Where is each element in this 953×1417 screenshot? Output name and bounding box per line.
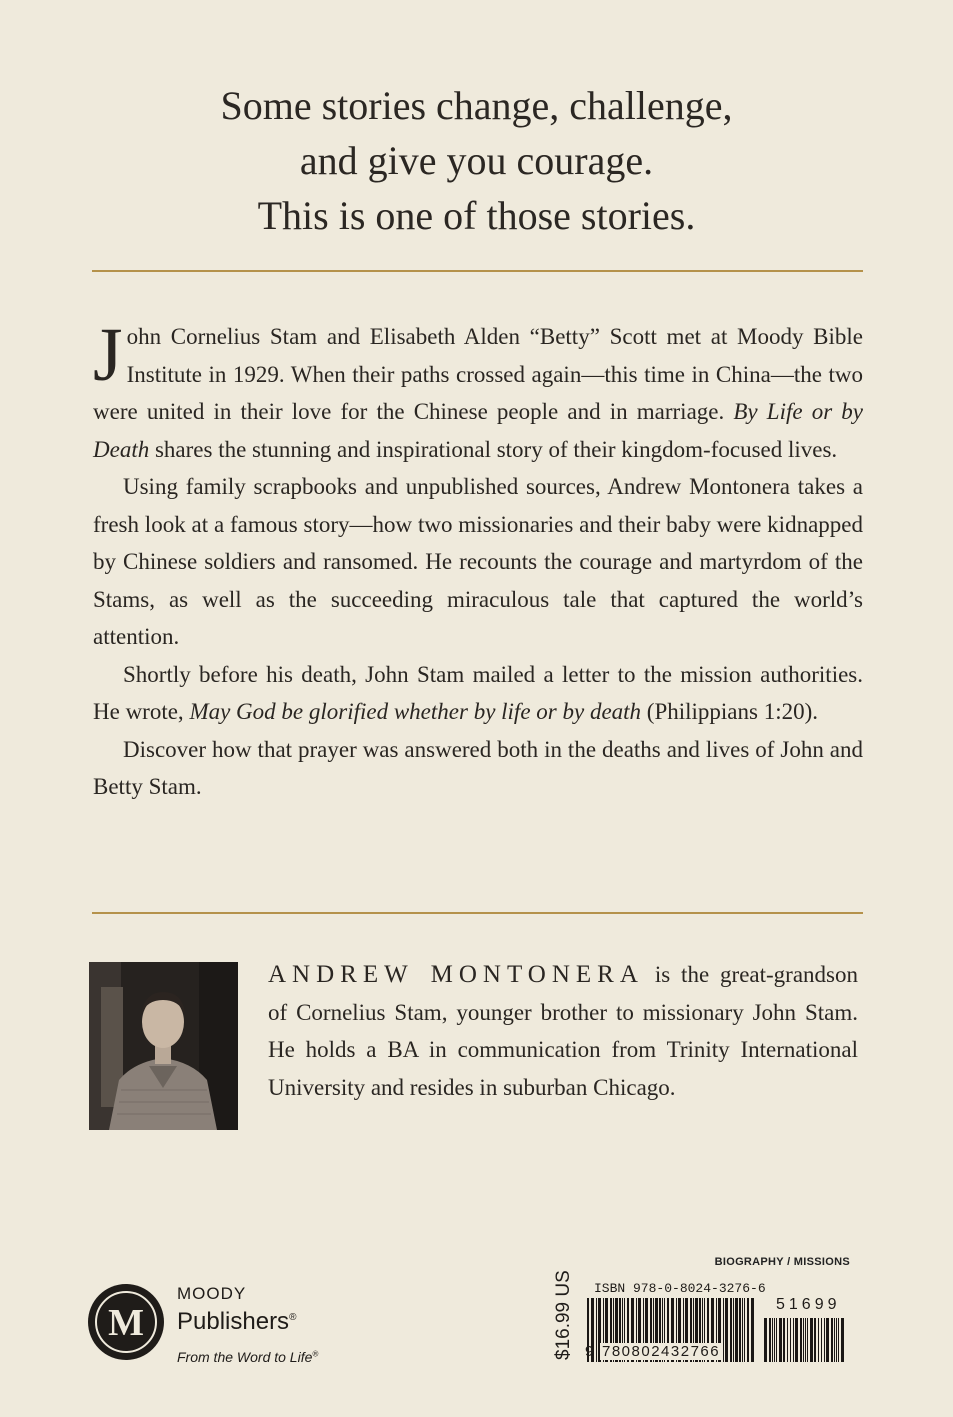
barcode-bar xyxy=(838,1318,839,1362)
barcode-bar xyxy=(735,1298,738,1362)
top-divider xyxy=(92,270,863,272)
author-name: ANDREW MONTONERA xyxy=(268,961,644,988)
barcode-bar xyxy=(821,1318,822,1362)
author-bio xyxy=(268,956,858,1106)
moody-logo-icon xyxy=(86,1282,166,1362)
barcode-bar xyxy=(818,1318,819,1362)
drop-cap: J xyxy=(93,313,123,397)
barcode-bar xyxy=(596,1298,597,1362)
barcode-bar xyxy=(841,1318,844,1362)
barcode-bar xyxy=(800,1318,802,1362)
book-title-italic: By Life or by Death xyxy=(93,399,863,462)
barcode-bar xyxy=(742,1298,743,1362)
isbn-label: ISBN 978-0-8024-3276-6 xyxy=(594,1281,766,1296)
barcode-bar xyxy=(783,1318,785,1362)
barcode-main-digits: 780802432766 xyxy=(602,1343,721,1360)
tagline-line-1: Some stories change, challenge, xyxy=(220,83,733,128)
logo-letter: M xyxy=(108,1302,144,1344)
price-label: $16.99 US xyxy=(553,1270,574,1360)
barcode-bar xyxy=(764,1318,767,1362)
barcode-bar xyxy=(814,1318,816,1362)
description-paragraph-3: Shortly before his death, John Stam mailed a letter to the mission authorities. He wrote, May God be glorified whether by life or by death (Philippians 1:20). xyxy=(93,661,863,724)
barcode-bar xyxy=(824,1318,825,1362)
barcode-addon-digits: 51699 xyxy=(776,1296,841,1313)
trademark-symbol: ® xyxy=(289,1312,297,1323)
barcode-bar xyxy=(793,1318,794,1362)
barcode-bar xyxy=(723,1298,724,1362)
barcode-bar xyxy=(779,1318,782,1362)
publisher-name-line-1: MOODY xyxy=(177,1284,247,1303)
barcode-bar xyxy=(774,1318,775,1362)
tagline-line-2: and give you courage. xyxy=(299,138,654,183)
barcode-bar xyxy=(807,1318,808,1362)
barcode-bar xyxy=(836,1318,837,1362)
barcode-bar xyxy=(805,1318,806,1362)
barcode-bar xyxy=(831,1318,833,1362)
barcode-bar xyxy=(787,1318,788,1362)
publisher-name xyxy=(177,1284,296,1336)
barcode-bar xyxy=(769,1318,771,1362)
barcode-bar xyxy=(730,1298,732,1362)
bottom-divider xyxy=(92,912,863,914)
barcode-bar xyxy=(834,1318,835,1362)
publisher-tagline: From the Word to Life® xyxy=(177,1349,319,1365)
barcode-bar xyxy=(795,1318,798,1362)
barcode-bar xyxy=(776,1318,777,1362)
barcode-bar xyxy=(826,1318,829,1362)
author-bio-text: is the great-grandson of Cornelius Stam, younger brother to missionary John Stam. He holds a BA in communication from Trinity International University and resides in suburban Chicago. xyxy=(268,962,858,1100)
barcode-bar xyxy=(733,1298,734,1362)
barcode-bar xyxy=(747,1298,749,1362)
tagline-line-3: This is one of those stories. xyxy=(257,193,696,238)
publisher-name-line-2: Publishers® xyxy=(177,1308,297,1335)
barcode-bar xyxy=(751,1298,754,1362)
description-paragraph-4: Discover how that prayer was answered both in the deaths and lives of John and Betty Stam. xyxy=(93,736,863,799)
book-description xyxy=(93,313,863,806)
barcode-lead-digit: 9 xyxy=(585,1343,595,1360)
barcode-bar xyxy=(810,1318,813,1362)
author-photo xyxy=(89,962,238,1130)
quote-italic: May God be glorified whether by life or by death xyxy=(189,699,642,724)
tagline-trademark: ® xyxy=(312,1349,319,1359)
tagline xyxy=(0,78,953,243)
barcode-bar xyxy=(772,1318,773,1362)
barcode-bar xyxy=(739,1298,741,1362)
description-paragraph-2: Using family scrapbooks and unpublished sources, Andrew Montonera takes a fresh look at a famous story—how two missionaries and their baby were kidnapped by Chinese soldiers and ransomed. He recounts the courage and martyrdom of the Stams, as well as the succeeding miraculous tale that captured the world’s attention. xyxy=(93,474,863,649)
barcode-bar xyxy=(790,1318,791,1362)
barcode-bar xyxy=(744,1298,745,1362)
description-paragraph-1: John Cornelius Stam and Elisabeth Alden “Betty” Scott met at Moody Bible Institute in 1929. When their paths crossed again—this time in China—the two were united in their love for the Chinese people and in marriage. By Life or by Death shares the stunning and inspirational story of their kingdom-focused lives. xyxy=(93,313,863,462)
barcode-bar xyxy=(725,1298,728,1362)
barcode-bar xyxy=(803,1318,804,1362)
category-label: BIOGRAPHY / MISSIONS xyxy=(714,1256,850,1268)
